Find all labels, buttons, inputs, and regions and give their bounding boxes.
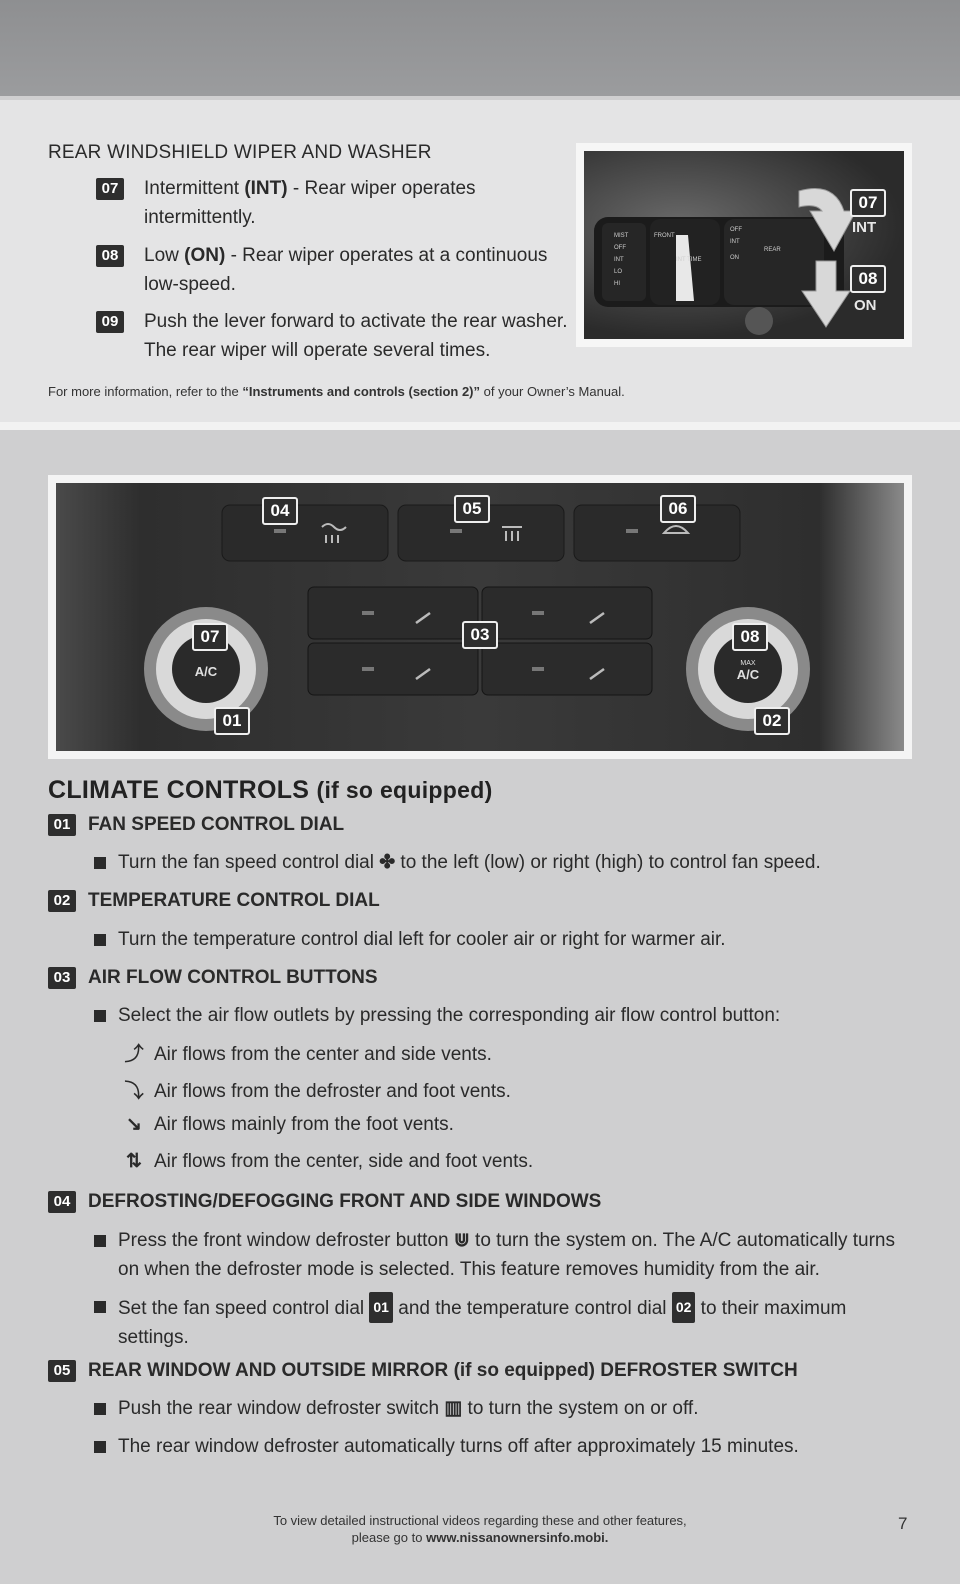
section-heading-01: 01 FAN SPEED CONTROL DIAL	[48, 814, 344, 836]
fan-icon: ✤	[379, 852, 396, 873]
svg-text:INT: INT	[614, 257, 624, 263]
svg-text:ON: ON	[730, 255, 739, 261]
section-heading-04: 04 DEFROSTING/DEFOGGING FRONT AND SIDE WINDOWS	[48, 1191, 601, 1213]
wiper-item-text: Low (ON) - Rear wiper operates at a continuous low-speed.	[144, 245, 548, 295]
rear-defrost-icon: ▥	[444, 1398, 463, 1419]
wiper-item-text: Intermittent (INT) - Rear wiper operates intermittently.	[144, 178, 476, 228]
mode-face: ⤴ Air flows from the center and side vents.	[120, 1039, 492, 1066]
wiper-stalk-photo	[576, 143, 912, 347]
wiper-item-text: Push the lever forward to activate the rear washer. The rear wiper will operate several times.	[144, 311, 568, 361]
svg-text:OFF: OFF	[730, 227, 742, 233]
section-divider	[0, 422, 960, 430]
svg-text:MIST: MIST	[614, 233, 629, 239]
wiper-item-on	[96, 241, 566, 301]
photo-label-int: INT	[852, 219, 877, 236]
svg-text:INT TIME: INT TIME	[676, 257, 702, 263]
section-heading-03: 03 AIR FLOW CONTROL BUTTONS	[48, 967, 378, 989]
bullet-04-2: Set the fan speed control dial 01 and the temperature control dial 02 to their maximum settings.	[96, 1292, 906, 1352]
section-heading-02: 02 TEMPERATURE CONTROL DIAL	[48, 890, 380, 912]
vent-foot-icon: ↘	[126, 1114, 142, 1135]
header-bar	[0, 0, 960, 96]
mode-foot: ↘ Air flows mainly from the foot vents.	[120, 1113, 454, 1136]
photo-callout-02: 02	[754, 707, 790, 735]
vent-bilevel-icon: ⇅	[126, 1151, 142, 1172]
wiper-item-int	[96, 174, 566, 234]
photo-callout-06: 06	[660, 495, 696, 523]
climate-title: CLIMATE CONTROLS (if so equipped)	[48, 776, 493, 804]
svg-text:A/C: A/C	[736, 667, 760, 682]
footnote: For more information, refer to the “Instruments and controls (section 2)” of your Owner’s Manual.	[48, 384, 625, 399]
svg-text:INT: INT	[730, 239, 740, 245]
svg-text:HI: HI	[614, 281, 620, 287]
front-defrost-icon: ⋓	[453, 1230, 470, 1251]
photo-callout-05: 05	[454, 495, 490, 523]
svg-text:MAX: MAX	[740, 660, 756, 667]
vent-defrost-foot-icon: ⤵	[124, 1081, 144, 1102]
section-heading-05: 05 REAR WINDOW AND OUTSIDE MIRROR (if so equipped) DEFROSTER SWITCH	[48, 1360, 798, 1382]
mode-bilevel: ⇅ Air flows from the center, side and foot vents.	[120, 1150, 533, 1173]
wiper-title: REAR WINDSHIELD WIPER AND WASHER	[48, 142, 432, 163]
mode-defrost-foot: ⤵ Air flows from the defroster and foot vents.	[120, 1076, 511, 1103]
vent-face-icon: ⤴	[124, 1044, 144, 1065]
photo-callout-01: 01	[214, 707, 250, 735]
page-number: 7	[898, 1514, 908, 1533]
svg-text:A/C: A/C	[194, 664, 218, 679]
item-number-badge: 08	[96, 245, 124, 267]
footer-link[interactable]: www.nissanownersinfo.mobi.	[426, 1530, 609, 1545]
svg-text:FRONT: FRONT	[654, 233, 675, 239]
item-number-badge: 09	[96, 311, 124, 333]
item-number-badge: 07	[96, 178, 124, 200]
photo-callout-07: 07	[192, 623, 228, 651]
footer: To view detailed instructional videos regarding these and other features, please go to www.nissanownersinfo.mobi.	[273, 1513, 687, 1545]
photo-callout-08: 08	[850, 265, 886, 293]
wiper-item-washer	[96, 307, 566, 367]
bullet-02-1: Turn the temperature control dial left for cooler air or right for warmer air.	[96, 925, 906, 954]
bullet-03-1: Select the air flow outlets by pressing the corresponding air flow control button:	[96, 1001, 906, 1030]
bullet-05-2: The rear window defroster automatically turns off after approximately 15 minutes.	[96, 1432, 906, 1461]
bullet-04-1: Press the front window defroster button ⋓ to turn the system on. The A/C automatically turns on when the defroster mode is selected. This feature removes humidity from the air.	[96, 1226, 906, 1284]
photo-callout-07: 07	[850, 189, 886, 217]
photo-label-on: ON	[854, 297, 877, 314]
bullet-05-1: Push the rear window defroster switch ▥ to turn the system on or off.	[96, 1394, 906, 1423]
photo-callout-03: 03	[462, 621, 498, 649]
svg-text:LO: LO	[614, 269, 623, 275]
climate-panel-photo	[48, 475, 912, 759]
photo-callout-08: 08	[732, 623, 768, 651]
svg-text:OFF: OFF	[614, 245, 626, 251]
photo-callout-04: 04	[262, 497, 298, 525]
bullet-01-1: Turn the fan speed control dial ✤ to the left (low) or right (high) to control fan speed.	[96, 848, 906, 877]
svg-text:REAR: REAR	[764, 247, 781, 253]
